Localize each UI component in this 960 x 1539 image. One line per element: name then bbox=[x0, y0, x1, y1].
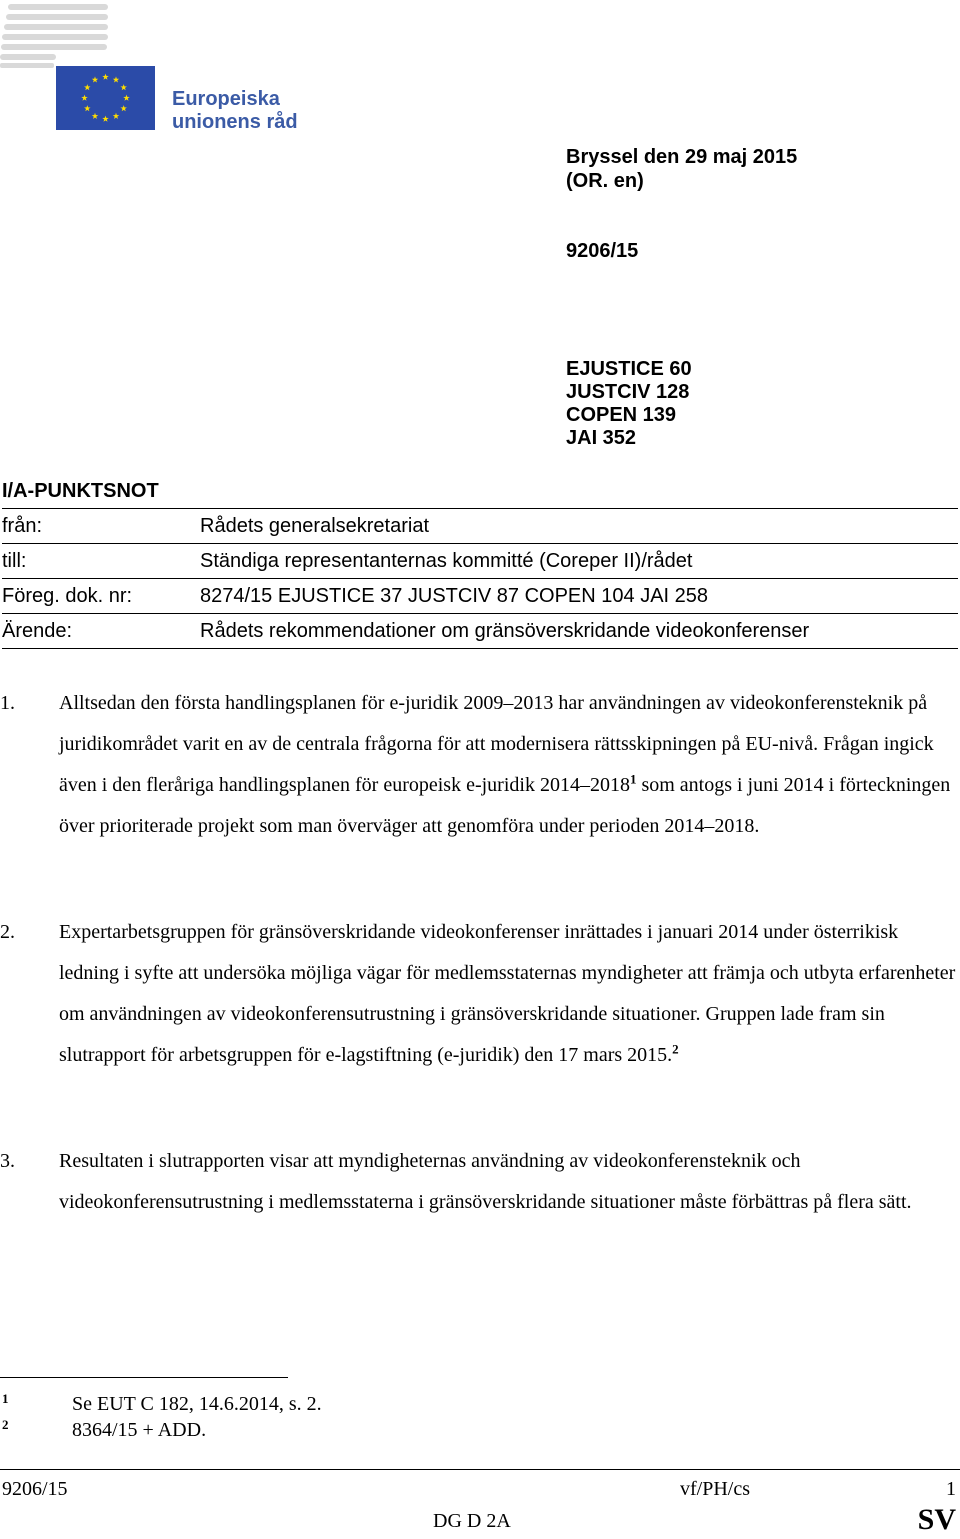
eu-star-icon bbox=[102, 116, 108, 122]
council-name-line1: Europeiska bbox=[172, 88, 280, 110]
footnote-number: 2 bbox=[2, 1417, 9, 1432]
meta-row-subject bbox=[2, 614, 958, 649]
paragraph-number: 3. bbox=[0, 1150, 15, 1172]
divider bbox=[2, 648, 958, 649]
council-logo-lines bbox=[0, 0, 160, 68]
paragraph-3 bbox=[0, 1141, 958, 1223]
footnote-text: Se EUT C 182, 14.6.2014, s. 2. bbox=[72, 1393, 322, 1415]
eu-star-icon bbox=[113, 113, 119, 119]
eu-star-icon bbox=[120, 84, 126, 90]
eu-star-icon bbox=[84, 84, 90, 90]
eu-star-icon bbox=[120, 105, 126, 111]
meta-value: Ständiga representanternas kommitté (Coreper II)/rådet bbox=[200, 550, 693, 572]
eu-star-icon bbox=[102, 74, 108, 80]
doc-code: JUSTCIV 128 bbox=[566, 381, 690, 403]
eu-stars-icon bbox=[56, 66, 155, 130]
footnote-number: 1 bbox=[2, 1391, 9, 1406]
council-name bbox=[172, 88, 298, 134]
eu-flag bbox=[56, 66, 155, 130]
meta-row-from bbox=[2, 509, 958, 544]
paragraph-text-part: Alltsedan den första handlingsplanen för e-juridik 2009–2013 har användningen av videokonferensteknik på juridikområdet varit en av de centrala frågorna för att modernisera rättsskipningen på EU-nivå. Frågan ingick även i den fleråriga handlingsplanen för europeisk e-juridik 2014–2018 bbox=[59, 692, 934, 796]
meta-value: 8274/15 EJUSTICE 37 JUSTCIV 87 COPEN 104 JAI 258 bbox=[200, 585, 709, 607]
eu-star-icon bbox=[81, 95, 87, 101]
footer-initials: vf/PH/cs bbox=[680, 1478, 750, 1500]
paragraph-text bbox=[59, 912, 958, 1076]
doc-number: 9206/15 bbox=[566, 240, 639, 262]
note-type-row bbox=[2, 474, 958, 509]
eu-star-icon bbox=[84, 105, 90, 111]
paragraph-text-part: Expertarbetsgruppen för gränsöverskridande videokonferenser inrättades i januari 2014 under österrikisk ledning i syfte att undersöka möjliga vägar för medlemsstaternas myndigheter att främja och utbyta erfarenheter om användningen av videokonferensutrustning i gränsöverskridande situationer. Gruppen lade fram sin slutrapport för arbetsgruppen för e-lagstiftning (e-juridik) den 17 mars 2015. bbox=[59, 921, 956, 1066]
meta-label: Föreg. dok. nr: bbox=[2, 585, 133, 607]
paragraph-number: 2. bbox=[0, 921, 15, 943]
paragraph-text: Resultaten i slutrapporten visar att myndigheternas användning av videokonferensteknik och videokonferensutrustning i medlemsstaterna i gränsöverskridande situationer måste förbättras på flera sätt. bbox=[59, 1150, 912, 1213]
footnote-text: 8364/15 + ADD. bbox=[72, 1419, 207, 1441]
council-name-line2: unionens råd bbox=[172, 111, 298, 133]
footer-doc-number: 9206/15 bbox=[2, 1478, 68, 1500]
eu-star-icon bbox=[92, 76, 98, 82]
paragraph-text-part: som antogs i juni 2014 i förteckningen över prioriterade projekt som man överväger att genomföra under perioden 2014–2018. bbox=[59, 774, 951, 837]
eu-star-icon bbox=[92, 113, 98, 119]
footer-department: DG D 2A bbox=[433, 1510, 511, 1532]
meta-value: Rådets rekommendationer om gränsöverskridande videokonferenser bbox=[200, 620, 810, 642]
footnote-separator bbox=[0, 1377, 288, 1378]
paragraph-2 bbox=[0, 912, 958, 1076]
footer-language: SV bbox=[917, 1503, 956, 1536]
doc-codes bbox=[566, 358, 692, 450]
footer-page-number: 1 bbox=[946, 1478, 956, 1500]
paragraph-number: 1. bbox=[0, 692, 15, 714]
meta-label: Ärende: bbox=[2, 620, 73, 642]
footnote-ref[interactable]: 1 bbox=[629, 771, 637, 787]
meta-label: från: bbox=[2, 515, 43, 537]
eu-star-icon bbox=[123, 95, 129, 101]
meta-row-to bbox=[2, 544, 958, 579]
doc-code: EJUSTICE 60 bbox=[566, 358, 692, 380]
doc-code: JAI 352 bbox=[566, 427, 637, 449]
meta-row-prev-doc bbox=[2, 579, 958, 614]
paragraph-1 bbox=[0, 683, 958, 847]
footer-divider bbox=[0, 1469, 960, 1470]
doc-code: COPEN 139 bbox=[566, 404, 677, 426]
eu-star-icon bbox=[113, 76, 119, 82]
paragraph-text bbox=[59, 683, 958, 847]
place-date: Bryssel den 29 maj 2015 bbox=[566, 146, 798, 168]
footnote-ref[interactable]: 2 bbox=[672, 1041, 679, 1057]
original-language: (OR. en) bbox=[566, 170, 644, 192]
meta-label: till: bbox=[2, 550, 27, 572]
meta-value: Rådets generalsekretariat bbox=[200, 515, 430, 537]
note-type: I/A-PUNKTSNOT bbox=[2, 480, 159, 502]
